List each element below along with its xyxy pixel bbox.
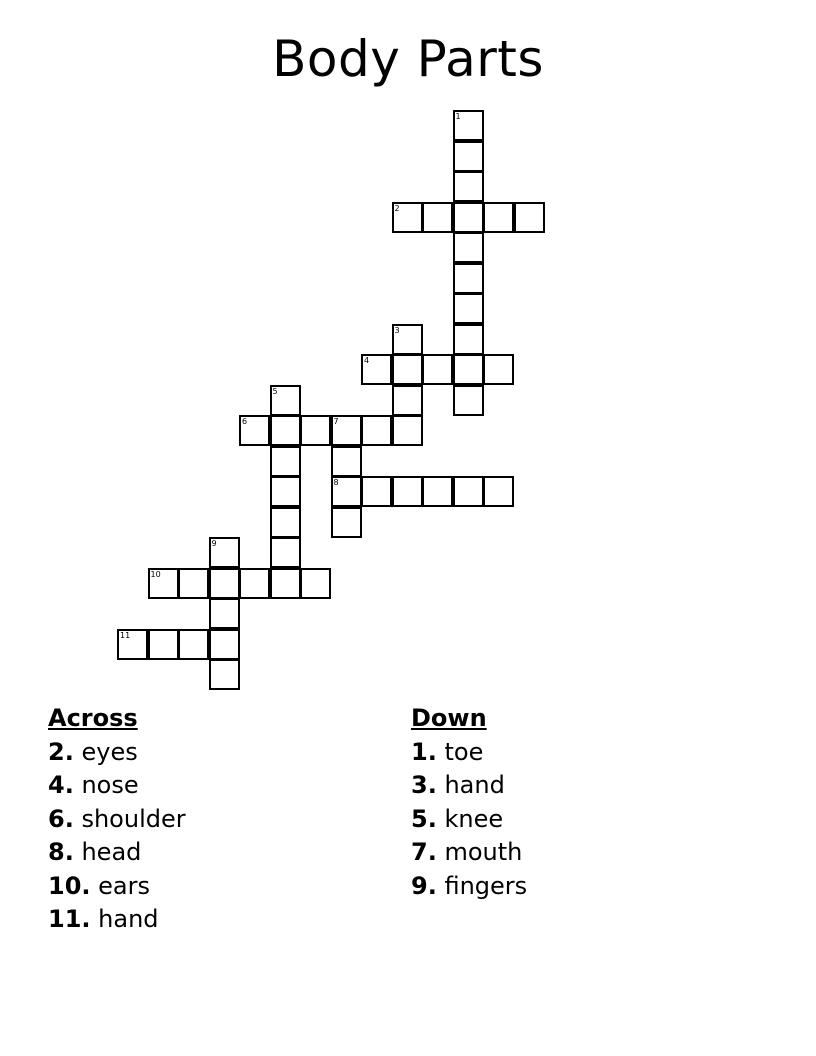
crossword-cell[interactable] bbox=[453, 324, 484, 355]
crossword-cell[interactable] bbox=[392, 385, 423, 416]
crossword-cell[interactable] bbox=[239, 415, 270, 446]
clue-item-number: 10. bbox=[48, 871, 91, 900]
clue-item-text: knee bbox=[444, 804, 504, 833]
crossword-cell[interactable] bbox=[209, 598, 240, 629]
clue-number: 7 bbox=[333, 417, 339, 426]
clue-item-text: shoulder bbox=[81, 804, 186, 833]
across-clues bbox=[48, 702, 186, 937]
down-heading: Down bbox=[411, 704, 487, 732]
clue-item-number: 3. bbox=[411, 771, 437, 799]
crossword-cell[interactable] bbox=[514, 202, 545, 233]
across-clue bbox=[48, 836, 186, 870]
crossword-cell[interactable] bbox=[422, 354, 453, 385]
clue-item-text: hand bbox=[98, 905, 159, 933]
down-clues bbox=[411, 702, 527, 903]
crossword-cell[interactable] bbox=[361, 415, 392, 446]
clue-number: 8 bbox=[333, 478, 339, 487]
clue-item-text: head bbox=[81, 838, 142, 866]
clue-number: 2 bbox=[394, 203, 400, 213]
crossword-cell[interactable] bbox=[270, 537, 301, 568]
clue-number: 6 bbox=[242, 417, 248, 426]
down-clue bbox=[411, 836, 527, 870]
across-clue bbox=[48, 736, 186, 770]
clue-number: 4 bbox=[364, 356, 370, 365]
crossword-cell[interactable] bbox=[392, 476, 423, 507]
clue-item-number: 11. bbox=[48, 905, 91, 933]
across-clue bbox=[48, 870, 186, 904]
crossword-cell[interactable] bbox=[209, 659, 240, 690]
clue-item-number: 2. bbox=[48, 737, 74, 766]
clue-item-number: 7. bbox=[411, 838, 437, 866]
crossword-cell[interactable] bbox=[331, 446, 362, 477]
crossword-cell[interactable] bbox=[270, 568, 301, 599]
clue-item-number: 5. bbox=[411, 804, 437, 833]
clue-item-number: 9. bbox=[411, 871, 437, 900]
crossword-cell[interactable] bbox=[422, 476, 453, 507]
clue-item-text: ears bbox=[98, 871, 150, 900]
crossword-cell[interactable] bbox=[453, 171, 484, 202]
clue-item-number: 8. bbox=[48, 838, 74, 866]
crossword-cell[interactable] bbox=[331, 507, 362, 538]
crossword-cell[interactable] bbox=[270, 415, 301, 446]
page-title: Body Parts bbox=[272, 30, 544, 88]
crossword-cell[interactable] bbox=[331, 415, 362, 446]
crossword-cell[interactable] bbox=[453, 354, 484, 385]
clue-item-text: hand bbox=[444, 771, 505, 799]
crossword-cell[interactable] bbox=[361, 354, 392, 385]
crossword-cell[interactable] bbox=[239, 568, 270, 599]
clue-item-text: eyes bbox=[81, 737, 138, 766]
crossword-cell[interactable] bbox=[300, 415, 331, 446]
clue-item-number: 1. bbox=[411, 737, 437, 766]
crossword-cell[interactable] bbox=[270, 507, 301, 538]
down-clue-list bbox=[411, 736, 527, 904]
crossword-cell[interactable] bbox=[453, 232, 484, 263]
clue-item-number: 4. bbox=[48, 771, 74, 799]
down-clue bbox=[411, 803, 527, 837]
clue-item-text: nose bbox=[81, 771, 139, 799]
crossword-cell[interactable] bbox=[453, 202, 484, 233]
clue-number: 3 bbox=[394, 325, 400, 335]
crossword-cell[interactable] bbox=[209, 568, 240, 599]
crossword-cell[interactable] bbox=[117, 629, 148, 660]
crossword-cell[interactable] bbox=[361, 476, 392, 507]
crossword-cell[interactable] bbox=[483, 202, 514, 233]
down-clue bbox=[411, 870, 527, 904]
clue-item-text: mouth bbox=[444, 838, 523, 866]
clue-number: 1 bbox=[455, 112, 461, 121]
across-clue bbox=[48, 903, 186, 937]
crossword-cell[interactable] bbox=[483, 476, 514, 507]
crossword-cell[interactable] bbox=[270, 476, 301, 507]
crossword-cell[interactable] bbox=[270, 446, 301, 477]
clue-number: 5 bbox=[272, 386, 278, 396]
crossword-cell[interactable] bbox=[392, 324, 423, 355]
clue-number: 11 bbox=[120, 630, 131, 640]
crossword-cell[interactable] bbox=[178, 629, 209, 660]
crossword-cell[interactable] bbox=[392, 202, 423, 233]
crossword-cell[interactable] bbox=[331, 476, 362, 507]
clue-item-text: fingers bbox=[444, 871, 528, 900]
across-clue-list bbox=[48, 736, 186, 937]
crossword-cell[interactable] bbox=[209, 629, 240, 660]
clue-item-number: 6. bbox=[48, 804, 74, 833]
crossword-cell[interactable] bbox=[148, 629, 179, 660]
crossword-cell[interactable] bbox=[453, 141, 484, 172]
crossword-cell[interactable] bbox=[453, 110, 484, 141]
crossword-cell[interactable] bbox=[392, 354, 423, 385]
crossword-cell[interactable] bbox=[270, 385, 301, 416]
crossword-cell[interactable] bbox=[453, 293, 484, 324]
across-heading: Across bbox=[48, 704, 138, 732]
crossword-cell[interactable] bbox=[453, 476, 484, 507]
clue-item-text: toe bbox=[444, 737, 484, 766]
crossword-cell[interactable] bbox=[209, 537, 240, 568]
clue-number: 10 bbox=[150, 569, 161, 579]
crossword-cell[interactable] bbox=[392, 415, 423, 446]
crossword-cell[interactable] bbox=[453, 263, 484, 294]
crossword-cell[interactable] bbox=[453, 385, 484, 416]
crossword-cell[interactable] bbox=[148, 568, 179, 599]
across-clue bbox=[48, 769, 186, 803]
crossword-cell[interactable] bbox=[422, 202, 453, 233]
crossword-cell[interactable] bbox=[178, 568, 209, 599]
clue-number: 9 bbox=[211, 539, 217, 548]
down-clue bbox=[411, 736, 527, 770]
across-clue bbox=[48, 803, 186, 837]
crossword-cell[interactable] bbox=[483, 354, 514, 385]
crossword-cell[interactable] bbox=[300, 568, 331, 599]
down-clue bbox=[411, 769, 527, 803]
